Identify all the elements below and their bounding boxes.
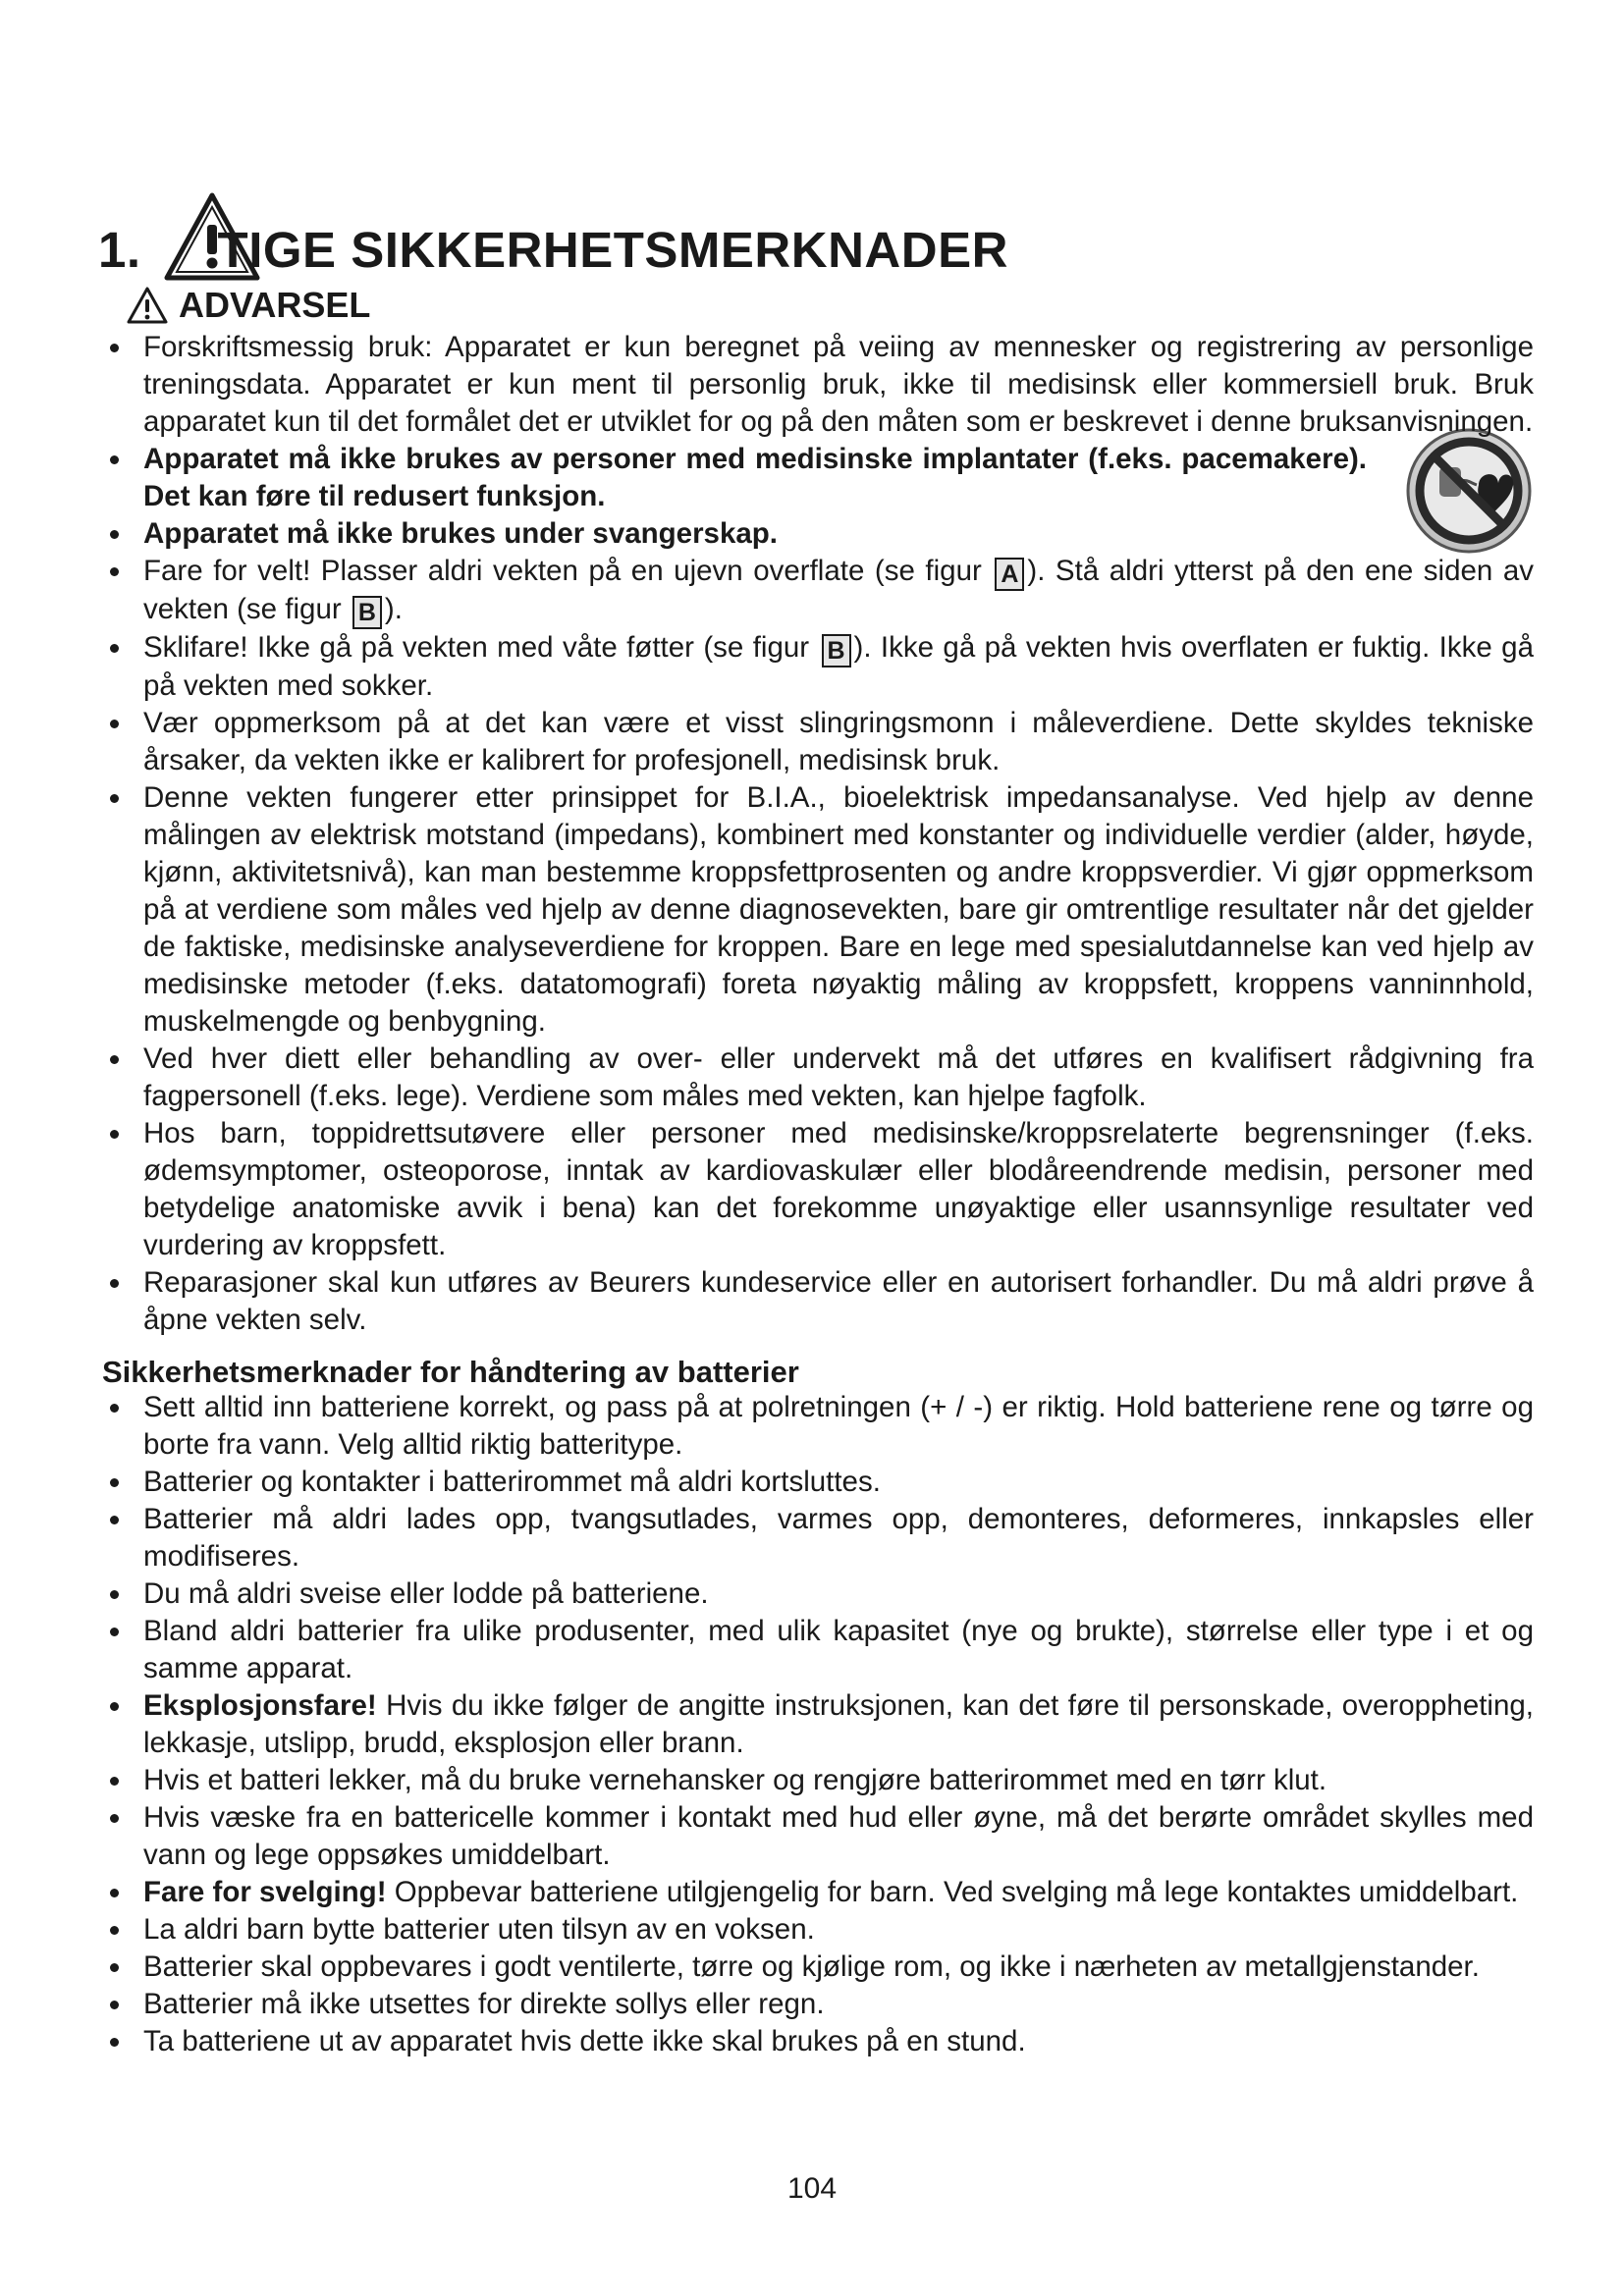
list-item: Vær oppmerksom på at det kan være et visst slingringsmonn i måleverdiene. Dette skyldes tekniske årsaker, da vekten ikke er kalibrert for profesjonell, medisinsk bruk. — [102, 705, 1534, 779]
page-title-text: TIGE SIKKERHETSMERKNADER — [217, 221, 1008, 278]
list-item: Apparatet må ikke brukes under svangerskap. — [102, 515, 1534, 553]
list-item: Denne vekten fungerer etter prinsippet for B.I.A., bioelektrisk impedansanalyse. Ved hjelp av denne målingen av elektrisk motstand (impedans), kombinert med konstanter og individuelle verdier (alder, høyde, kjønn, aktivitetsnivå), kan man bestemme kroppsfettprosenten og andre kroppsverdier. Vi gjør oppmerksom på at verdiene som måles ved hjelp av denne diagnosevekten, bare gir omtrentlige resultater når det gjelder de faktiske, medisinske analyseverdiene for kroppen. Bare en lege med spesialutdannelse kan ved hjelp av medisinske metoder (f.eks. datatomografi) foreta nøyaktig måling av kroppsfett, kroppens vanninnhold, muskelmengde og benbygning. — [102, 779, 1534, 1041]
section-number: 1. — [98, 221, 141, 278]
figure-ref-b: B — [822, 634, 851, 667]
warning-heading — [126, 281, 370, 330]
battery-list — [102, 1389, 1534, 2060]
list-item: Batterier må aldri lades opp, tvangsutlades, varmes opp, demonteres, deformeres, innkapsles eller modifiseres. — [102, 1501, 1534, 1575]
list-item: La aldri barn bytte batterier uten tilsyn av en voksen. — [102, 1911, 1534, 1949]
list-item: Hvis et batteri lekker, må du bruke vernehansker og rengjøre batterirommet med en tørr klut. — [102, 1762, 1534, 1799]
list-item: Hos barn, toppidrettsutøvere eller personer med medisinske/kroppsrelaterte begrensninger (f.eks. ødemsymptomer, osteoporose, inntak av kardiovaskulær eller blodåreendrende medisin, personer med betydelige anatomiske avvik i bena) kan det forekomme unøyaktige eller usannsynlige resultater ved vurdering av kroppsfett. — [102, 1115, 1534, 1264]
list-item: Forskriftsmessig bruk: Apparatet er kun beregnet på veiing av mennesker og registrering av personlige treningsdata. Apparatet er kun ment til personlig bruk, ikke til medisinsk eller kommersiell bruk. Bruk apparatet kun til det formålet det er utviklet for og på den måten som er beskrevet i denne bruksanvisningen. — [102, 329, 1534, 441]
warning-heading-text: ADVARSEL — [179, 285, 371, 325]
warning-triangle-icon — [126, 286, 169, 325]
list-item: Hvis væske fra en battericelle kommer i kontakt med hud eller øyne, må det berørte området skylles med vann og lege oppsøkes umiddelbart. — [102, 1799, 1534, 1874]
list-item — [102, 553, 1534, 629]
list-item — [102, 1874, 1534, 1911]
list-item-text: Oppbevar batteriene utilgjengelig for barn. Ved svelging må lege kontaktes umiddelbart. — [386, 1876, 1519, 1908]
list-item: Batterier skal oppbevares i godt ventilerte, tørre og kjølige rom, og ikke i nærheten av metallgjenstander. — [102, 1949, 1534, 1986]
list-item: Du må aldri sveise eller lodde på batteriene. — [102, 1575, 1534, 1613]
list-item: Batterier må ikke utsettes for direkte sollys eller regn. — [102, 1986, 1534, 2023]
list-item: Ta batteriene ut av apparatet hvis dette ikke skal brukes på en stund. — [102, 2023, 1534, 2060]
page-title — [98, 210, 1008, 289]
list-item: Sett alltid inn batteriene korrekt, og pass på at polretningen (+ / -) er riktig. Hold batteriene rene og tørre og borte fra vann. Velg alltid riktig batteritype. — [102, 1389, 1534, 1464]
list-item — [102, 629, 1534, 705]
list-item — [102, 1687, 1534, 1762]
list-item: Ved hver diett eller behandling av over- eller undervekt må det utføres en kvalifisert rådgivning fra fagpersonell (f.eks. lege). Verdiene som måles med vekten, kan hjelpe fagfolk. — [102, 1041, 1534, 1115]
list-item-text: Hvis du ikke følger de angitte instruksjonen, kan det føre til personskade, overoppheting, lekkasje, utslipp, brudd, eksplosjon eller brann. — [143, 1689, 1534, 1759]
list-item-text: Sklifare! Ikke gå på vekten med våte føtter (se figur — [143, 631, 819, 664]
list-item: Batterier og kontakter i batterirommet må aldri kortsluttes. — [102, 1464, 1534, 1501]
figure-ref-b: B — [352, 596, 382, 629]
page-number: 104 — [786, 2172, 838, 2205]
list-item-text: ). Ikke gå på vekten hvis overflaten er fuktig. Ikke gå på vekten med sokker. — [143, 631, 1534, 702]
warning-list — [102, 329, 1534, 1339]
list-item: Reparasjoner skal kun utføres av Beurers kundeservice eller en autorisert forhandler. Du må aldri prøve å åpne vekten selv. — [102, 1264, 1534, 1339]
list-item-lead: Eksplosjonsfare! — [143, 1689, 377, 1722]
list-item-lead: Fare for svelging! — [143, 1876, 387, 1908]
list-item-text: ). Stå aldri ytterst på den ene siden av vekten (se figur — [143, 555, 1534, 625]
list-item-text: ). — [384, 593, 403, 625]
battery-section-heading: Sikkerhetsmerknader for håndtering av batterier — [102, 1355, 799, 1389]
figure-ref-a: A — [995, 558, 1024, 591]
list-item: Bland aldri batterier fra ulike produsenter, med ulik kapasitet (nye og brukte), størrelse eller type i et og samme apparat. — [102, 1613, 1534, 1687]
list-item: Apparatet må ikke brukes av personer med medisinske implantater (f.eks. pacemakere). Det kan føre til redusert funksjon. — [102, 441, 1534, 515]
list-item-text: Fare for velt! Plasser aldri vekten på en ujevn overflate (se figur — [143, 555, 993, 587]
